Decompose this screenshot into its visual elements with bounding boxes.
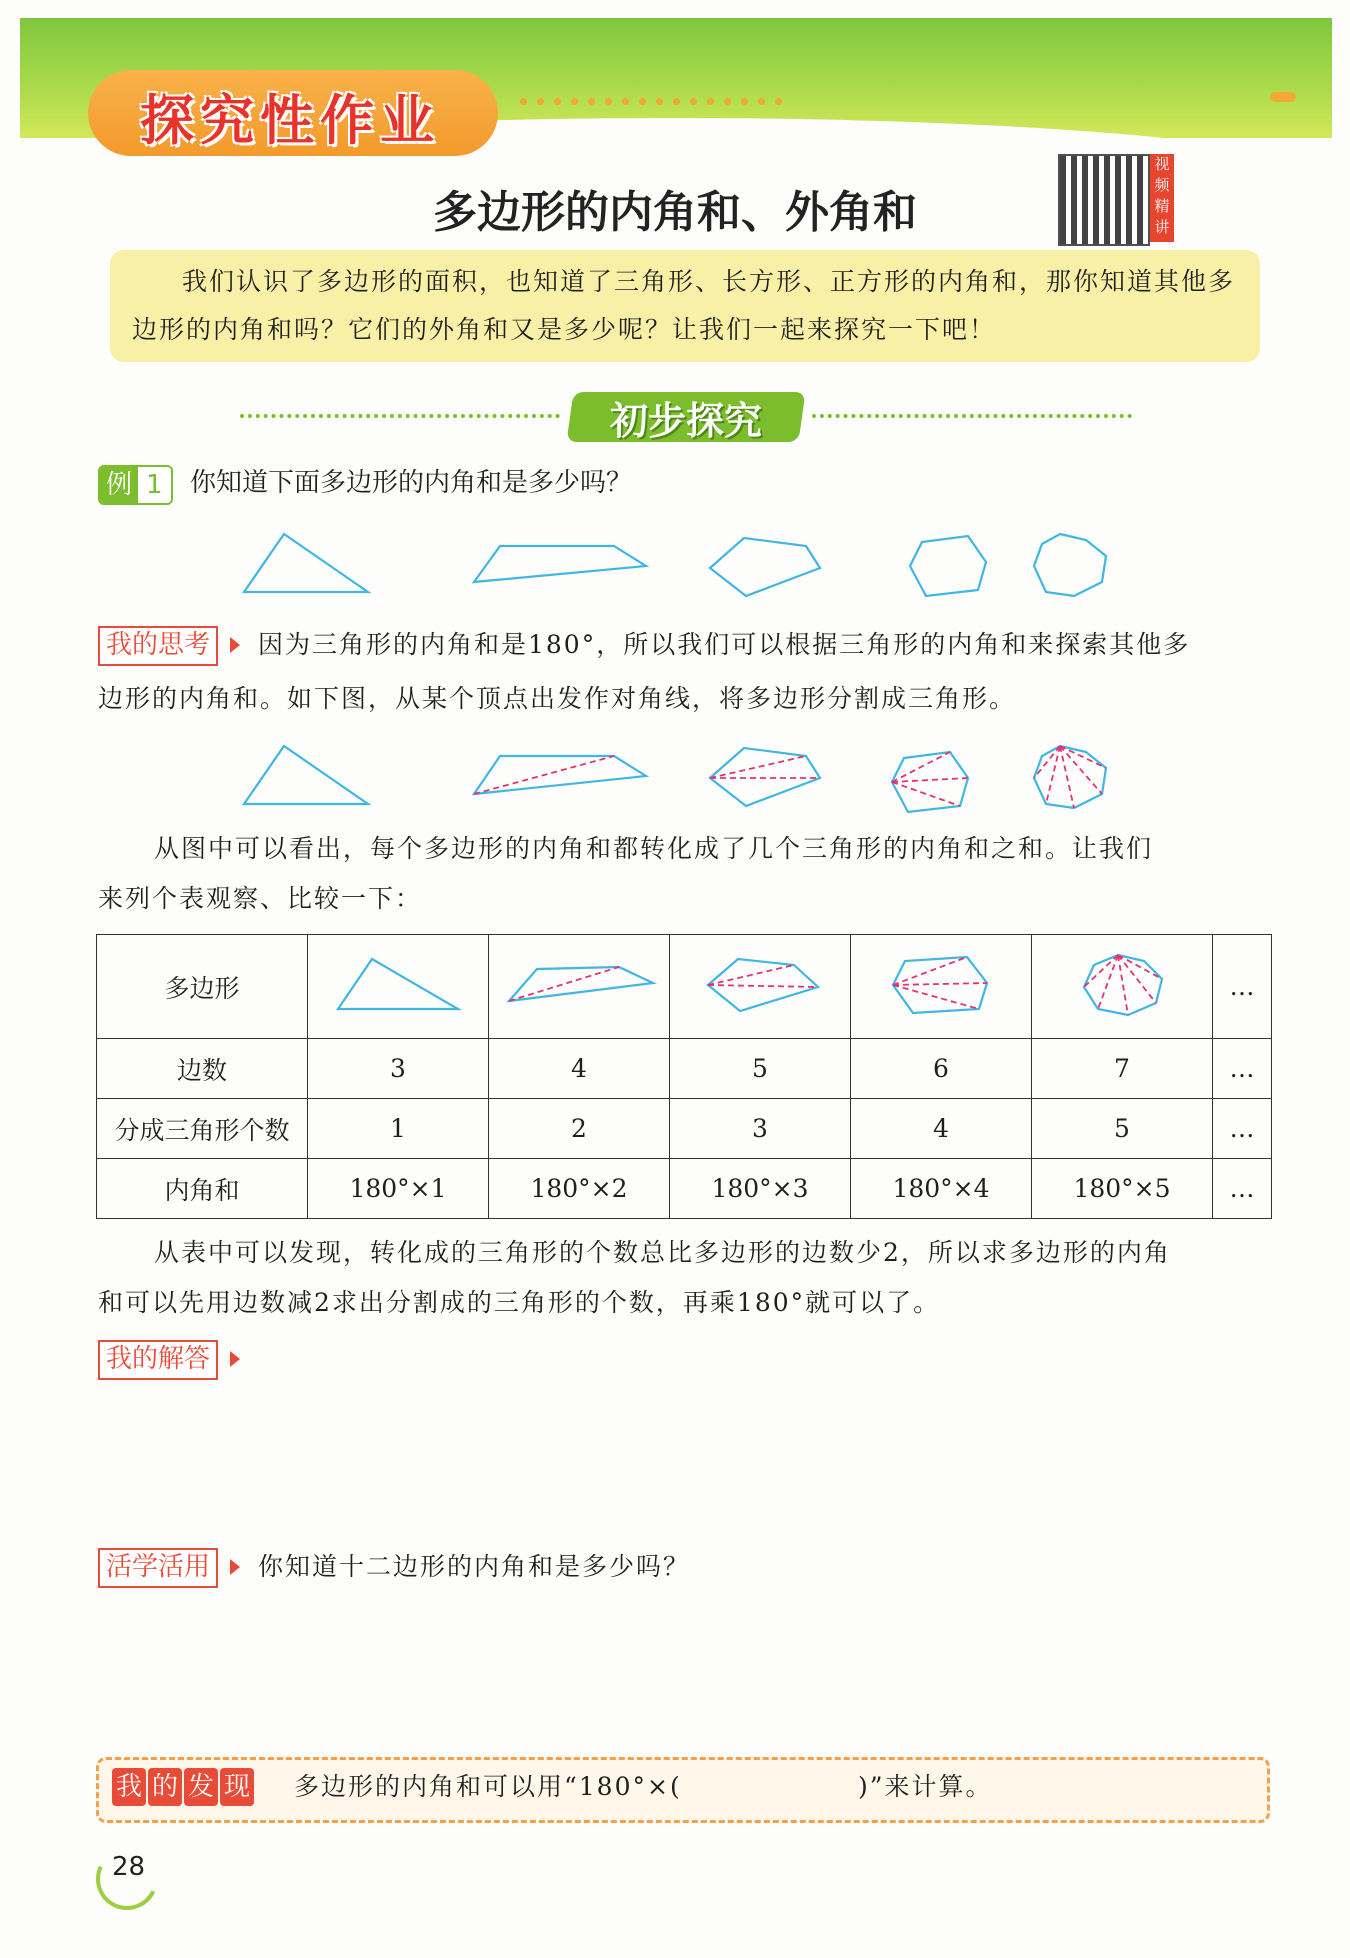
table-cell: 3 [670,1099,851,1159]
conclusion-line-1: 从表中可以发现，转化成的三角形的个数总比多边形的边数少2，所以求多边形的内角 [154,1238,1171,1267]
table-cell: 3 [308,1039,489,1099]
table-cell-pentagon [670,935,851,1039]
polygon-table [96,934,1272,1219]
table-row-shapes [97,935,1272,1039]
row-header-polygon: 多边形 [97,935,308,1039]
table-cell-quadrilateral [489,935,670,1039]
quadrilateral-shape [474,546,646,582]
hexagon-shape [910,536,986,596]
table-cell-hexagon [851,935,1032,1039]
polygon-row-divided [230,736,1150,816]
discovery-text-after: )”来计算。 [858,1772,993,1801]
table-row-sides [97,1039,1272,1099]
discovery-label-char: 现 [220,1768,254,1806]
discovery-label-char: 我 [112,1768,146,1806]
polygon-row-plain [230,522,1150,602]
example-badge-label: 例 [100,467,138,503]
table-cell: 180°×1 [308,1159,489,1219]
heptagon-shape [1034,534,1106,596]
section-title: 初步探究 [609,399,762,443]
table-cell: 180°×4 [851,1159,1032,1219]
row-header-sides: 边数 [97,1039,308,1099]
discovery-box [96,1757,1270,1823]
section-divider-left [240,414,560,418]
apply-label: 活学活用 [98,1548,218,1588]
table-ellipsis: … [1213,935,1272,1039]
thinking-text-3: 从图中可以看出，每个多边形的内角和都转化成了几个三角形的内角和之和。让我们 [154,834,1154,863]
decorative-dash [1270,92,1296,102]
triangle-shape [244,746,368,804]
qr-code-icon[interactable] [1058,154,1150,246]
lesson-title: 多边形的内角和、外角和 [433,187,917,238]
thinking-arrow-icon [230,637,240,653]
discovery-label [112,1768,254,1806]
quadrilateral-shape [474,756,646,794]
section-divider-right [812,414,1132,418]
table-cell: 7 [1032,1039,1213,1099]
answer-arrow-icon [230,1351,240,1367]
discovery-label-char: 发 [184,1768,218,1806]
table-row-triangles [97,1099,1272,1159]
thinking-label: 我的思考 [98,626,218,666]
intro-text: 我们认识了多边形的面积，也知道了三角形、长方形、正方形的内角和，那你知道其他多边形的内角和吗？它们的外角和又是多少呢？让我们一起来探究一下吧！ [132,267,1236,344]
table-row-angle-sums [97,1159,1272,1219]
table-cell: 180°×3 [670,1159,851,1219]
table-cell: 1 [308,1099,489,1159]
answer-label: 我的解答 [98,1340,218,1380]
category-title: 探究性作业 [140,89,440,152]
table-ellipsis: … [1213,1159,1272,1219]
thinking-text-1: 因为三角形的内角和是180°，所以我们可以根据三角形的内角和来探索其他多 [258,630,1191,659]
example-question: 你知道下面多边形的内角和是多少吗？ [190,468,633,498]
table-cell-triangle [308,935,489,1039]
discovery-text-before: 多边形的内角和可以用“180°×( [294,1772,682,1801]
triangle-shape [244,534,368,592]
table-ellipsis: … [1213,1099,1272,1159]
decorative-dots [520,98,782,105]
table-cell: 4 [489,1039,670,1099]
heptagon-shape [1034,746,1106,808]
example-badge-number: 1 [138,467,171,503]
row-header-triangles: 分成三角形个数 [97,1099,308,1159]
discovery-label-char: 的 [148,1768,182,1806]
table-cell: 180°×5 [1032,1159,1213,1219]
conclusion-line-2: 和可以先用边数减2求出分割成的三角形的个数，再乘180°就可以了。 [98,1288,941,1317]
table-cell-heptagon [1032,935,1213,1039]
table-cell: 5 [670,1039,851,1099]
qr-label: 视频精讲 [1150,154,1174,242]
table-cell: 6 [851,1039,1032,1099]
thinking-text-4: 来列个表观察、比较一下： [98,884,423,913]
page-number: 28 [112,1852,146,1882]
table-cell: 180°×2 [489,1159,670,1219]
table-ellipsis: … [1213,1039,1272,1099]
table-cell: 2 [489,1099,670,1159]
pentagon-shape [710,538,820,596]
table-cell: 5 [1032,1099,1213,1159]
apply-arrow-icon [230,1559,240,1575]
row-header-angle-sum: 内角和 [97,1159,308,1219]
table-cell: 4 [851,1099,1032,1159]
example-badge [98,465,173,505]
thinking-text-2: 边形的内角和。如下图，从某个顶点出发作对角线，将多边形分割成三角形。 [98,684,1017,713]
apply-question: 你知道十二边形的内角和是多少吗？ [258,1552,691,1581]
